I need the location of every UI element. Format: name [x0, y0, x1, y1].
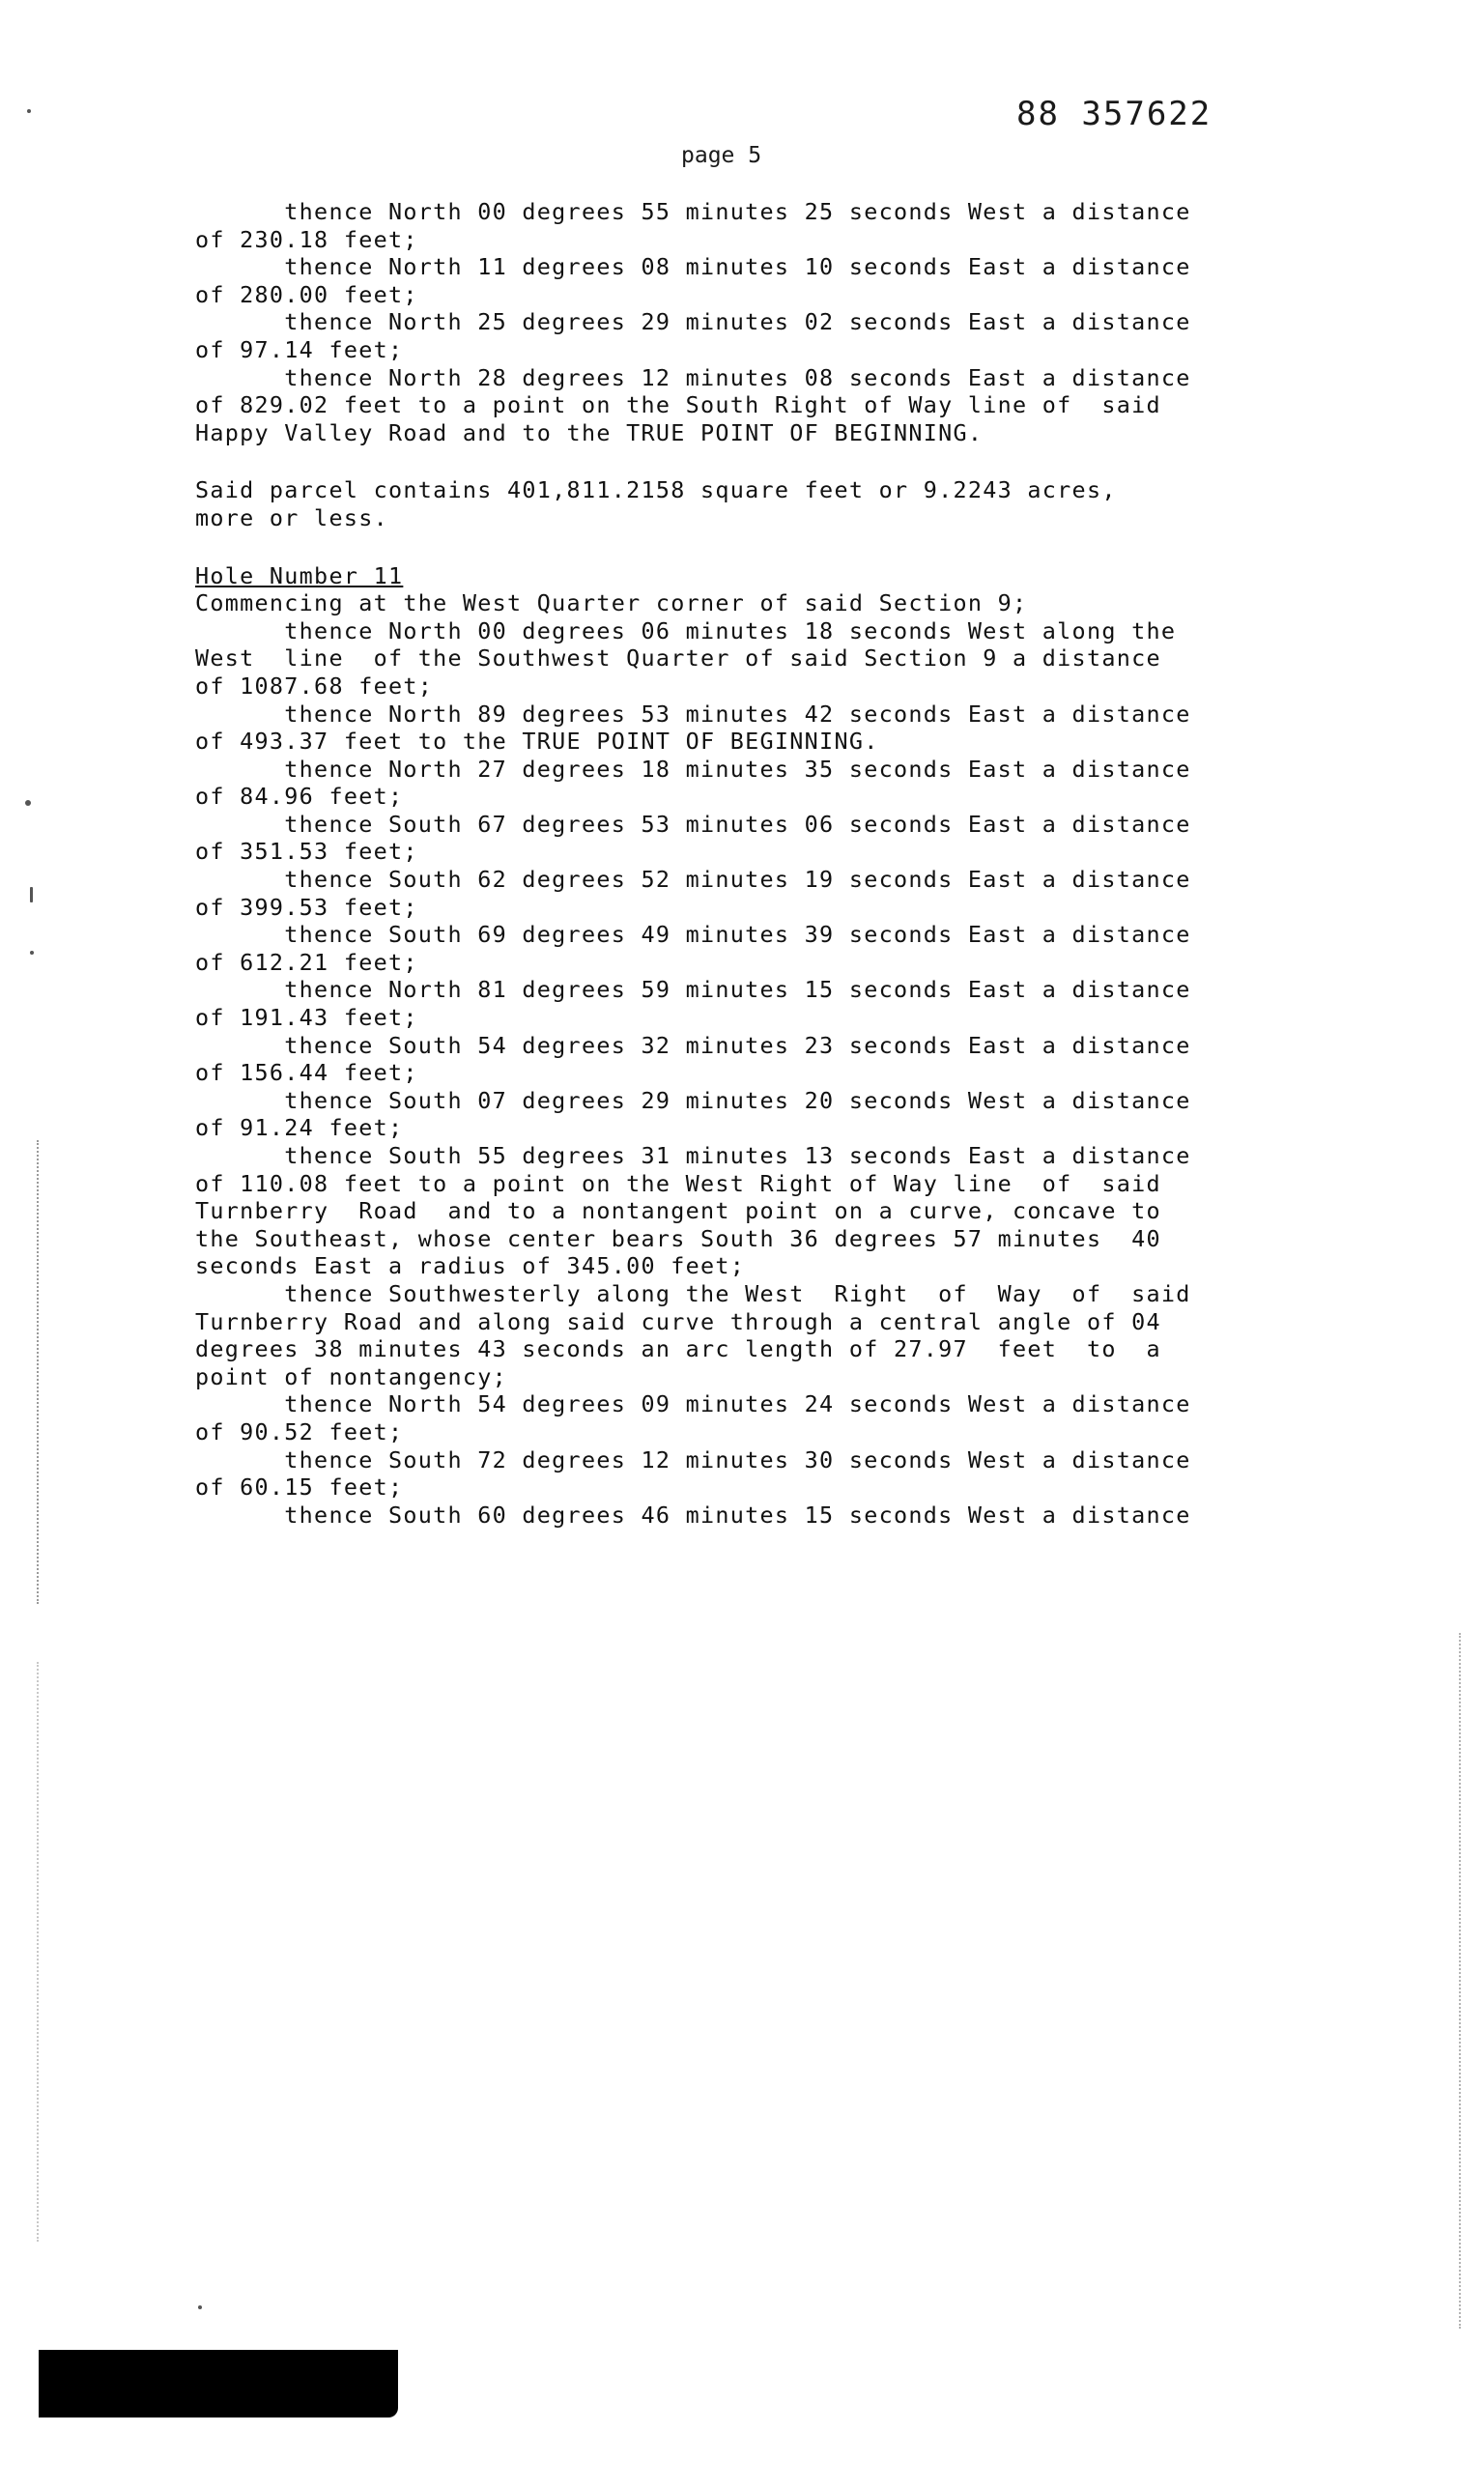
text-line: Happy Valley Road and to the TRUE POINT OF BEGINNING. [195, 418, 984, 446]
text-line: of 97.14 feet; [195, 335, 404, 363]
text-line: of 91.24 feet; [195, 1114, 404, 1142]
text-line: of 230.18 feet; [195, 225, 418, 253]
text-line: of 280.00 feet; [195, 280, 418, 308]
scan-speck [25, 800, 31, 806]
text-line: of 493.37 feet to the TRUE POINT OF BEGINNING. [195, 728, 879, 756]
scan-speck [30, 887, 33, 902]
paragraph-hole-11 [195, 562, 1297, 1530]
text-line: thence North 00 degrees 55 minutes 25 seconds West a distance [195, 198, 1191, 225]
scan-margin-noise [1459, 1633, 1461, 2329]
scan-margin-noise [37, 1140, 39, 1604]
scan-speck [198, 2305, 202, 2309]
text-line: thence North 54 degrees 09 minutes 24 seconds West a distance [195, 1390, 1191, 1418]
scan-black-bar [39, 2350, 398, 2417]
text-line: thence Southwesterly along the West Right of Way of said [195, 1279, 1191, 1307]
text-line: degrees 38 minutes 43 seconds an arc length of 27.97 feet to a [195, 1335, 1161, 1363]
page-number: page 5 [681, 143, 762, 168]
text-line: thence North 89 degrees 53 minutes 42 seconds East a distance [195, 700, 1191, 728]
text-line: more or less. [195, 503, 388, 531]
paragraph-parcel-area [195, 476, 1297, 531]
text-line: Turnberry Road and along said curve through a central angle of 04 [195, 1307, 1161, 1335]
text-line: thence North 11 degrees 08 minutes 10 seconds East a distance [195, 253, 1191, 281]
section-heading: Hole Number 11 [195, 561, 404, 589]
text-line: thence South 62 degrees 52 minutes 19 seconds East a distance [195, 866, 1191, 894]
text-line: of 84.96 feet; [195, 783, 404, 811]
legal-description [195, 198, 1297, 1529]
text-line: of 351.53 feet; [195, 838, 418, 866]
text-line: of 90.52 feet; [195, 1417, 404, 1445]
text-line: Commencing at the West Quarter corner of said Section 9; [195, 589, 1028, 617]
scan-speck [30, 951, 34, 955]
text-line: thence North 00 degrees 06 minutes 18 seconds West along the [195, 616, 1177, 644]
text-line: West line of the Southwest Quarter of said Section 9 a distance [195, 644, 1161, 672]
text-line: thence South 69 degrees 49 minutes 39 seconds East a distance [195, 921, 1191, 949]
paragraph-continuation [195, 198, 1297, 446]
text-line: point of nontangency; [195, 1362, 508, 1390]
text-line: thence South 60 degrees 46 minutes 15 seconds West a distance [195, 1501, 1191, 1529]
text-line: of 110.08 feet to a point on the West Right of Way line of said [195, 1169, 1161, 1197]
text-line: thence North 28 degrees 12 minutes 08 seconds East a distance [195, 363, 1191, 391]
text-line: thence North 25 degrees 29 minutes 02 seconds East a distance [195, 308, 1191, 336]
text-line: of 829.02 feet to a point on the South Right of Way line of said [195, 391, 1161, 419]
text-line: Turnberry Road and to a nontangent point on a curve, concave to [195, 1197, 1161, 1225]
paragraph-gap [195, 446, 1297, 476]
text-line: of 156.44 feet; [195, 1059, 418, 1087]
scan-margin-noise [37, 1662, 39, 2242]
text-line: of 1087.68 feet; [195, 672, 434, 700]
text-line: thence South 55 degrees 31 minutes 13 seconds East a distance [195, 1142, 1191, 1169]
text-line: of 399.53 feet; [195, 893, 418, 921]
text-line: thence South 67 degrees 53 minutes 06 seconds East a distance [195, 810, 1191, 838]
text-line: thence South 07 degrees 29 minutes 20 seconds West a distance [195, 1086, 1191, 1114]
text-line: thence North 27 degrees 18 minutes 35 seconds East a distance [195, 755, 1191, 783]
text-line: thence South 72 degrees 12 minutes 30 seconds West a distance [195, 1445, 1191, 1473]
text-line: of 612.21 feet; [195, 948, 418, 976]
text-line: thence North 81 degrees 59 minutes 15 seconds East a distance [195, 976, 1191, 1004]
text-line: of 191.43 feet; [195, 1004, 418, 1032]
document-number: 88 357622 [1016, 95, 1213, 133]
scan-speck [27, 109, 31, 113]
text-line: seconds East a radius of 345.00 feet; [195, 1252, 746, 1280]
paragraph-gap [195, 532, 1297, 562]
text-line: the Southeast, whose center bears South 36 degrees 57 minutes 40 [195, 1224, 1161, 1252]
text-line: Said parcel contains 401,811.2158 square feet or 9.2243 acres, [195, 476, 1117, 504]
text-line: of 60.15 feet; [195, 1473, 404, 1502]
text-line: thence South 54 degrees 32 minutes 23 seconds East a distance [195, 1031, 1191, 1059]
